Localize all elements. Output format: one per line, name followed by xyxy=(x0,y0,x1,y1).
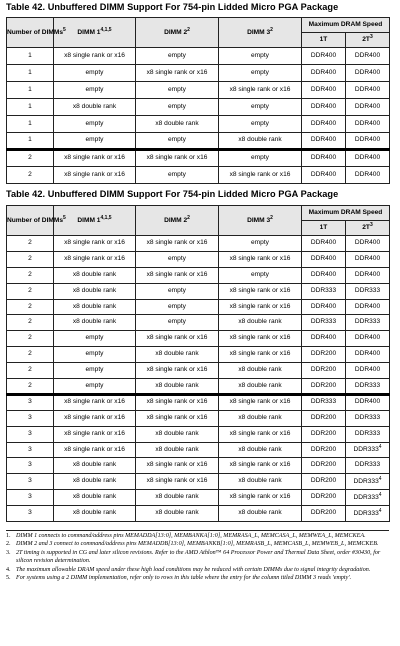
cell-dimm2: empty xyxy=(136,48,219,65)
cell-dimm2: x8 double rank xyxy=(136,116,219,133)
cell-dimm3: x8 single rank or x16 xyxy=(219,426,302,442)
cell-number-of-dimms: 2 xyxy=(7,331,54,347)
header-dimm3: DIMM $3^2$ xyxy=(219,18,302,48)
cell-dimm2: x8 double rank xyxy=(136,442,219,458)
cell-dimm3: x8 single rank or x16 xyxy=(219,347,302,363)
cell-dimm3: empty xyxy=(219,150,302,167)
cell-speed-1t: DDR400 xyxy=(302,82,346,99)
footnote-number: 1. xyxy=(6,532,11,539)
footnote xyxy=(6,540,389,549)
header-max-dram-speed: Maximum DRAM Speed xyxy=(302,18,390,33)
table-row xyxy=(7,299,390,315)
cell-dimm3: x8 single rank or x16 xyxy=(219,394,302,410)
table1-caption: Table 42. Unbuffered DIMM Support For 754-pin Lidded Micro PGA Package xyxy=(6,2,339,12)
table1-body xyxy=(7,48,390,184)
table-row xyxy=(7,99,390,116)
table-row xyxy=(7,48,390,65)
cell-speed-1t: DDR333 xyxy=(302,315,346,331)
cell-dimm3: empty xyxy=(219,48,302,65)
footnote-ref: 4 xyxy=(378,508,382,515)
header-2t: $2T^3$ xyxy=(346,33,390,48)
table-row xyxy=(7,133,390,150)
cell-dimm1: empty xyxy=(54,347,136,363)
cell-dimm2: x8 single rank or x16 xyxy=(136,410,219,426)
cell-dimm2: empty xyxy=(136,82,219,99)
footnote-number: 5. xyxy=(6,575,11,582)
cell-speed-2t: DDR400 xyxy=(346,65,390,82)
cell-dimm2: empty xyxy=(136,299,219,315)
table-row xyxy=(7,150,390,167)
cell-dimm3: x8 double rank xyxy=(219,474,302,490)
table-row xyxy=(7,506,390,522)
cell-dimm2: x8 double rank xyxy=(136,426,219,442)
cell-dimm2: x8 double rank xyxy=(136,347,219,363)
cell-dimm1: x8 single rank or x16 xyxy=(54,410,136,426)
cell-number-of-dimms: 2 xyxy=(7,236,54,252)
cell-number-of-dimms: 3 xyxy=(7,458,54,474)
cell-speed-1t: DDR400 xyxy=(302,251,346,267)
cell-speed-1t: DDR400 xyxy=(302,150,346,167)
cell-dimm1: x8 single rank or x16 xyxy=(54,167,136,184)
table2-body xyxy=(7,236,390,522)
cell-number-of-dimms: 1 xyxy=(7,133,54,150)
table-row xyxy=(7,394,390,410)
table-row xyxy=(7,442,390,458)
header-dimm3: DIMM $3^2$ xyxy=(219,206,302,236)
cell-dimm1: empty xyxy=(54,82,136,99)
cell-speed-2t: DDR400 xyxy=(346,116,390,133)
cell-speed-1t: DDR400 xyxy=(302,236,346,252)
footnote xyxy=(6,565,389,574)
cell-speed-2t: DDR400 xyxy=(346,82,390,99)
cell-dimm3: x8 double rank xyxy=(219,133,302,150)
cell-number-of-dimms: 1 xyxy=(7,99,54,116)
table-row xyxy=(7,410,390,426)
cell-speed-2t: DDR400 xyxy=(346,251,390,267)
cell-speed-1t: DDR400 xyxy=(302,267,346,283)
cell-number-of-dimms: 2 xyxy=(7,379,54,395)
cell-dimm2: x8 single rank or x16 xyxy=(136,331,219,347)
cell-speed-2t: $DDR333^4$ xyxy=(346,442,390,458)
cell-dimm3: x8 double rank xyxy=(219,315,302,331)
cell-dimm2: x8 double rank xyxy=(136,506,219,522)
cell-dimm2: x8 single rank or x16 xyxy=(136,150,219,167)
table-row xyxy=(7,379,390,395)
cell-number-of-dimms: 2 xyxy=(7,363,54,379)
cell-speed-1t: DDR400 xyxy=(302,48,346,65)
cell-dimm1: x8 double rank xyxy=(54,299,136,315)
cell-dimm3: empty xyxy=(219,65,302,82)
cell-dimm2: x8 single rank or x16 xyxy=(136,267,219,283)
cell-speed-1t: DDR200 xyxy=(302,490,346,506)
cell-dimm1: x8 single rank or x16 xyxy=(54,394,136,410)
cell-dimm1: x8 single rank or x16 xyxy=(54,150,136,167)
cell-number-of-dimms: 2 xyxy=(7,315,54,331)
cell-dimm3: empty xyxy=(219,267,302,283)
cell-speed-2t: DDR400 xyxy=(346,363,390,379)
cell-dimm3: x8 single rank or x16 xyxy=(219,251,302,267)
table-row xyxy=(7,363,390,379)
table1 xyxy=(6,17,390,184)
cell-number-of-dimms: 3 xyxy=(7,394,54,410)
cell-dimm3: x8 double rank xyxy=(219,410,302,426)
cell-number-of-dimms: 3 xyxy=(7,426,54,442)
table-row xyxy=(7,474,390,490)
cell-dimm1: x8 single rank or x16 xyxy=(54,236,136,252)
header-max-dram-speed: Maximum DRAM Speed xyxy=(302,206,390,221)
footnote xyxy=(6,531,389,540)
cell-dimm1: x8 single rank or x16 xyxy=(54,251,136,267)
cell-speed-2t: DDR333 xyxy=(346,283,390,299)
footnote-text: DIMM 1 connects to command/address pins MEMADDA[13:0], MEMBANKA[1:0], MEMRASA_L, MEMCASA_L, MEMWEA_L, MEMCKEA. xyxy=(16,532,366,539)
cell-dimm3: empty xyxy=(219,99,302,116)
cell-dimm3: x8 single rank or x16 xyxy=(219,283,302,299)
cell-number-of-dimms: 3 xyxy=(7,474,54,490)
cell-speed-2t: $DDR333^4$ xyxy=(346,506,390,522)
table2 xyxy=(6,205,390,522)
cell-dimm2: empty xyxy=(136,133,219,150)
footnote xyxy=(6,574,389,583)
cell-speed-2t: DDR400 xyxy=(346,347,390,363)
cell-dimm2: empty xyxy=(136,315,219,331)
cell-dimm1: empty xyxy=(54,65,136,82)
cell-number-of-dimms: 1 xyxy=(7,116,54,133)
cell-speed-1t: DDR400 xyxy=(302,299,346,315)
table-row xyxy=(7,458,390,474)
cell-dimm1: x8 double rank xyxy=(54,458,136,474)
cell-dimm1: empty xyxy=(54,363,136,379)
cell-number-of-dimms: 1 xyxy=(7,65,54,82)
table-row xyxy=(7,267,390,283)
cell-dimm1: x8 double rank xyxy=(54,315,136,331)
cell-speed-2t: DDR400 xyxy=(346,394,390,410)
cell-speed-1t: DDR400 xyxy=(302,167,346,184)
cell-number-of-dimms: 2 xyxy=(7,251,54,267)
footnotes xyxy=(6,530,389,583)
cell-speed-2t: DDR400 xyxy=(346,167,390,184)
footnote-number: 4. xyxy=(6,566,11,573)
cell-speed-2t: DDR400 xyxy=(346,267,390,283)
cell-dimm3: x8 single rank or x16 xyxy=(219,167,302,184)
cell-speed-1t: DDR333 xyxy=(302,283,346,299)
cell-dimm2: x8 single rank or x16 xyxy=(136,65,219,82)
header-dimm1: DIMM 1$^{4,1,5}$ xyxy=(54,18,136,48)
cell-speed-2t: DDR333 xyxy=(346,315,390,331)
cell-speed-2t: DDR333 xyxy=(346,379,390,395)
cell-speed-1t: DDR400 xyxy=(302,116,346,133)
cell-dimm1: x8 double rank xyxy=(54,506,136,522)
footnote-text: The maximum allowable DRAM speed under these high load conditions may be reduced with certain DIMMs due to signal integrity degradation. xyxy=(16,566,371,573)
table2-caption: Table 42. Unbuffered DIMM Support For 754-pin Lidded Micro PGA Package xyxy=(6,189,339,199)
footnote xyxy=(6,549,389,565)
cell-speed-1t: DDR200 xyxy=(302,347,346,363)
table-row xyxy=(7,251,390,267)
cell-speed-1t: DDR400 xyxy=(302,331,346,347)
cell-speed-2t: DDR333 xyxy=(346,426,390,442)
header-1t: 1T xyxy=(302,33,346,48)
header-dimm2: DIMM $2^2$ xyxy=(136,206,219,236)
cell-speed-2t: DDR400 xyxy=(346,99,390,116)
cell-speed-2t: DDR400 xyxy=(346,48,390,65)
cell-speed-2t: DDR400 xyxy=(346,299,390,315)
cell-dimm3: x8 single rank or x16 xyxy=(219,82,302,99)
header-number-of-dimms: Number of DIMMs$^5$ xyxy=(7,18,54,48)
cell-speed-2t: DDR400 xyxy=(346,133,390,150)
cell-dimm2: empty xyxy=(136,283,219,299)
header-1t: 1T xyxy=(302,221,346,236)
cell-speed-2t: $DDR333^4$ xyxy=(346,490,390,506)
header-2t: $2T^3$ xyxy=(346,221,390,236)
cell-dimm3: x8 double rank xyxy=(219,506,302,522)
cell-number-of-dimms: 3 xyxy=(7,410,54,426)
cell-dimm3: x8 single rank or x16 xyxy=(219,490,302,506)
cell-speed-1t: DDR200 xyxy=(302,442,346,458)
cell-speed-2t: DDR333 xyxy=(346,410,390,426)
cell-speed-1t: DDR200 xyxy=(302,363,346,379)
cell-speed-1t: DDR400 xyxy=(302,133,346,150)
cell-speed-1t: DDR200 xyxy=(302,506,346,522)
cell-dimm1: x8 double rank xyxy=(54,490,136,506)
cell-dimm3: x8 double rank xyxy=(219,442,302,458)
cell-speed-1t: DDR200 xyxy=(302,458,346,474)
cell-number-of-dimms: 2 xyxy=(7,283,54,299)
cell-dimm2: empty xyxy=(136,251,219,267)
cell-dimm2: x8 single rank or x16 xyxy=(136,394,219,410)
cell-dimm3: x8 single rank or x16 xyxy=(219,299,302,315)
cell-dimm1: empty xyxy=(54,379,136,395)
cell-number-of-dimms: 3 xyxy=(7,506,54,522)
cell-dimm3: x8 double rank xyxy=(219,363,302,379)
cell-dimm2: empty xyxy=(136,167,219,184)
cell-dimm1: x8 double rank xyxy=(54,283,136,299)
table-row xyxy=(7,283,390,299)
cell-speed-1t: DDR200 xyxy=(302,410,346,426)
cell-dimm2: x8 double rank xyxy=(136,490,219,506)
cell-dimm2: x8 single rank or x16 xyxy=(136,236,219,252)
cell-speed-1t: DDR200 xyxy=(302,474,346,490)
table-row xyxy=(7,490,390,506)
cell-dimm2: x8 double rank xyxy=(136,379,219,395)
footnote-ref: 4 xyxy=(378,492,382,499)
cell-speed-1t: DDR200 xyxy=(302,426,346,442)
cell-dimm1: x8 single rank or x16 xyxy=(54,442,136,458)
cell-dimm3: x8 single rank or x16 xyxy=(219,331,302,347)
table-row xyxy=(7,167,390,184)
table-row xyxy=(7,236,390,252)
cell-number-of-dimms: 1 xyxy=(7,48,54,65)
table-row xyxy=(7,65,390,82)
cell-dimm1: empty xyxy=(54,133,136,150)
header-dimm1: DIMM 1$^{4,1,5}$ xyxy=(54,206,136,236)
cell-speed-2t: DDR400 xyxy=(346,150,390,167)
cell-number-of-dimms: 1 xyxy=(7,82,54,99)
cell-dimm3: x8 single rank or x16 xyxy=(219,458,302,474)
cell-speed-1t: DDR400 xyxy=(302,99,346,116)
cell-speed-2t: DDR333 xyxy=(346,458,390,474)
cell-number-of-dimms: 2 xyxy=(7,347,54,363)
cell-speed-2t: DDR400 xyxy=(346,331,390,347)
footnote-text: DIMM 2 and 3 connect to command/address pins MEMADDB[13:0], MEMBANKB[1:0], MEMRASB_L, MEMCASB_L, MEMWEB_L, MEMCKEB. xyxy=(16,541,379,548)
cell-number-of-dimms: 2 xyxy=(7,299,54,315)
table-row xyxy=(7,315,390,331)
table-row xyxy=(7,116,390,133)
cell-dimm1: x8 double rank xyxy=(54,267,136,283)
cell-dimm1: x8 single rank or x16 xyxy=(54,426,136,442)
cell-number-of-dimms: 2 xyxy=(7,267,54,283)
footnote-number: 2. xyxy=(6,541,11,548)
table-row xyxy=(7,82,390,99)
cell-dimm1: x8 double rank xyxy=(54,474,136,490)
table-row xyxy=(7,426,390,442)
cell-dimm1: empty xyxy=(54,116,136,133)
cell-number-of-dimms: 2 xyxy=(7,150,54,167)
footnote-ref: 4 xyxy=(378,444,382,451)
footnote-text: For systems using a 2 DIMM implementation, refer only to rows in this table where the entry for the column titled DIMM 3 reads 'empty'. xyxy=(16,575,352,582)
footnote-ref: 4 xyxy=(378,476,382,483)
cell-speed-2t: DDR400 xyxy=(346,236,390,252)
cell-number-of-dimms: 2 xyxy=(7,167,54,184)
cell-speed-1t: DDR400 xyxy=(302,65,346,82)
cell-dimm1: x8 double rank xyxy=(54,99,136,116)
footnote-number: 3. xyxy=(6,550,11,557)
cell-dimm1: x8 single rank or x16 xyxy=(54,48,136,65)
cell-dimm2: x8 single rank or x16 xyxy=(136,458,219,474)
cell-speed-2t: $DDR333^4$ xyxy=(346,474,390,490)
table-row xyxy=(7,331,390,347)
cell-dimm1: empty xyxy=(54,331,136,347)
table-row xyxy=(7,347,390,363)
cell-dimm3: empty xyxy=(219,116,302,133)
cell-speed-1t: DDR200 xyxy=(302,379,346,395)
cell-number-of-dimms: 3 xyxy=(7,442,54,458)
header-number-of-dimms: Number of DIMMs$^5$ xyxy=(7,206,54,236)
cell-dimm2: empty xyxy=(136,99,219,116)
header-dimm2: DIMM $2^2$ xyxy=(136,18,219,48)
cell-dimm2: x8 single rank or x16 xyxy=(136,474,219,490)
cell-speed-1t: DDR333 xyxy=(302,394,346,410)
cell-number-of-dimms: 3 xyxy=(7,490,54,506)
cell-dimm2: x8 single rank or x16 xyxy=(136,363,219,379)
cell-dimm3: empty xyxy=(219,236,302,252)
cell-dimm3: x8 double rank xyxy=(219,379,302,395)
footnote-text: 2T timing is supported in CG and later silicon revisions. Refer to the AMD Athlon™ 64 Processor Power and Thermal Data Sheet, order #30430, for silicon revision determination. xyxy=(16,550,381,564)
